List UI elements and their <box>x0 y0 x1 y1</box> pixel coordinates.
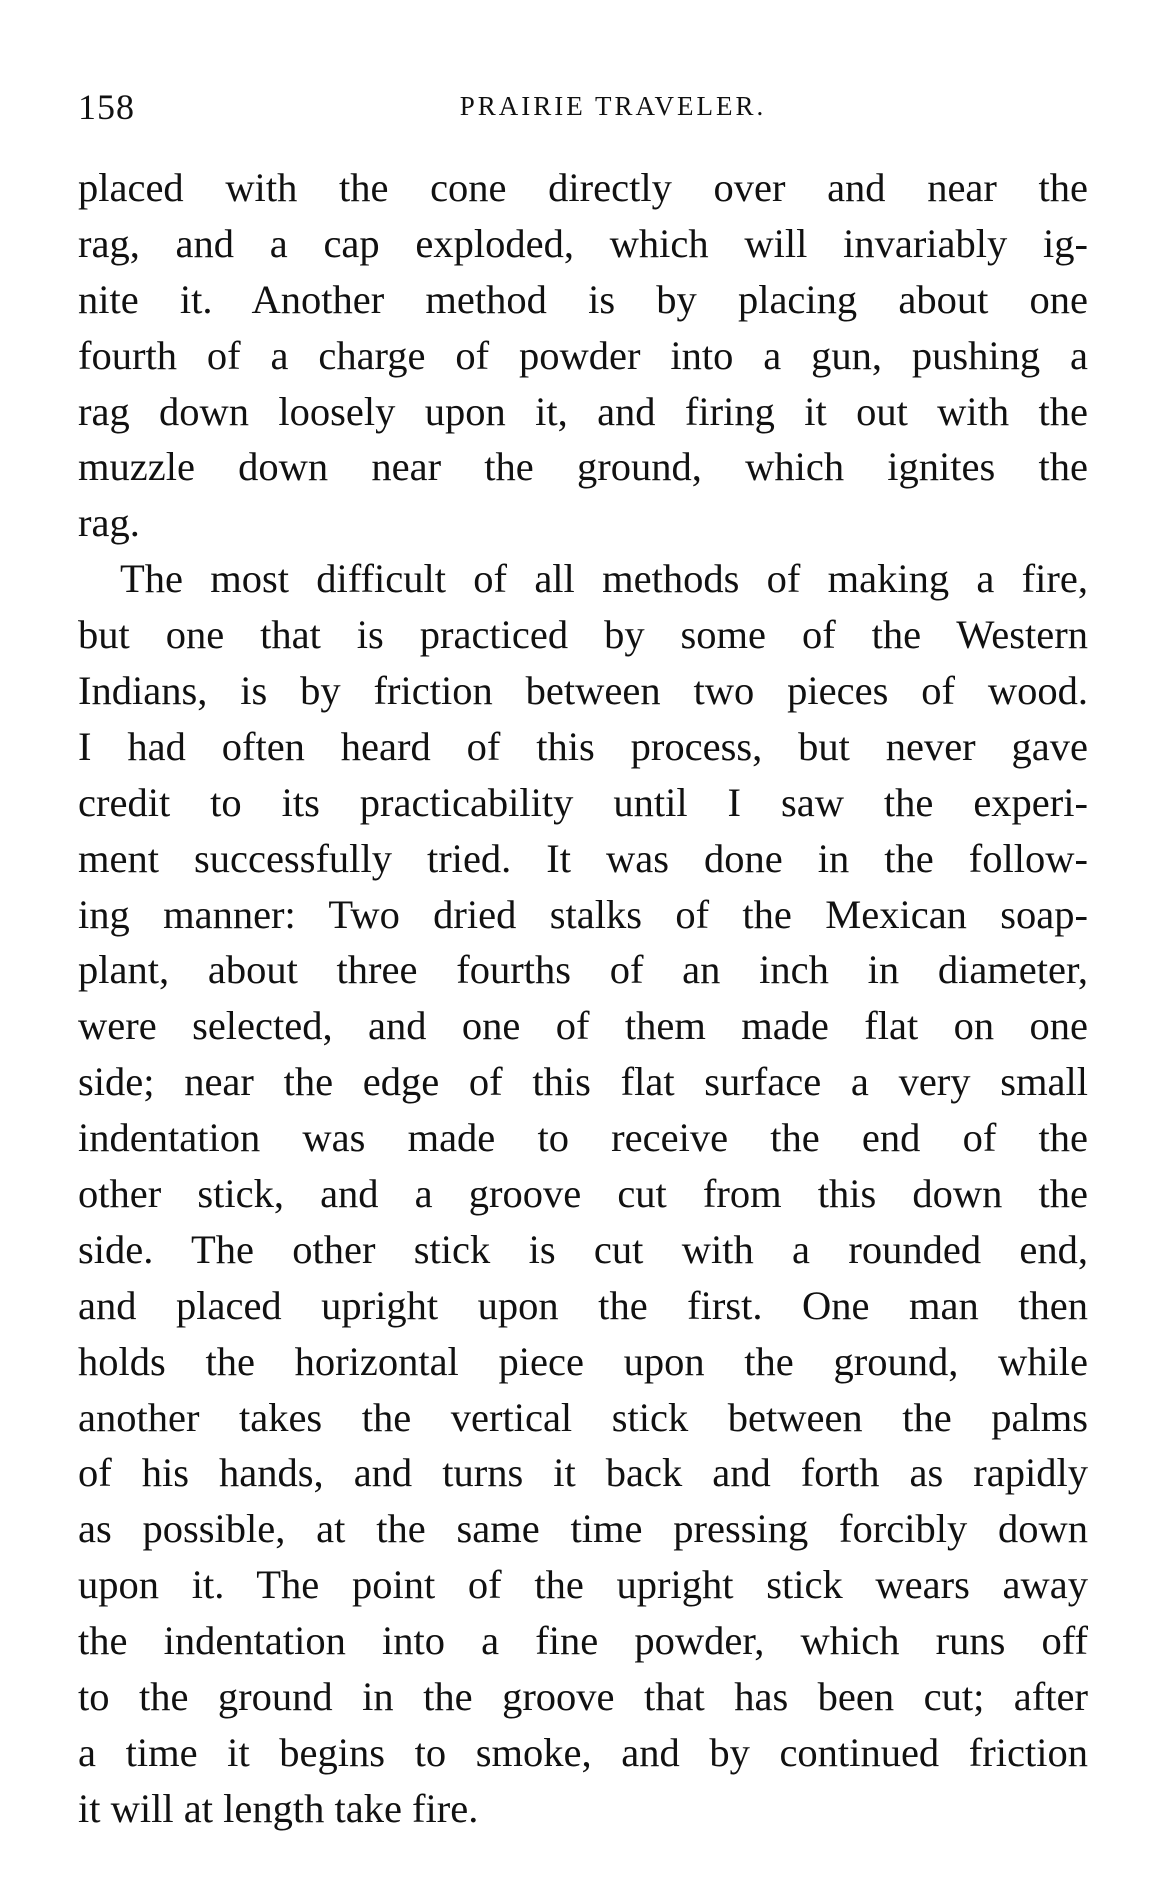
text-line: other stick, and a groove cut from this down the <box>78 1171 1088 1217</box>
text-line: rag down loosely upon it, and firing it out with the <box>78 388 1088 434</box>
running-title: PRAIRIE TRAVELER. <box>459 91 767 121</box>
text-line: side. The other stick is cut with a rounded end, <box>78 1226 1088 1272</box>
paragraph-2 <box>78 551 1088 1836</box>
text-line: it will at length take fire. <box>78 1785 479 1831</box>
text-line: credit to its practicability until I saw the experi- <box>78 779 1088 825</box>
text-line: to the ground in the groove that has been cut; after <box>78 1674 1088 1720</box>
running-head <box>78 86 1088 136</box>
text-line: the indentation into a fine powder, which runs off <box>78 1618 1088 1664</box>
text-line: placed with the cone directly over and near the <box>78 165 1088 210</box>
text-line: but one that is practiced by some of the Western <box>78 612 1088 658</box>
text-line: nite it. Another method is by placing about one <box>78 276 1088 322</box>
text-line: were selected, and one of them made flat on one <box>78 1003 1088 1049</box>
paragraph-1 <box>78 160 1088 551</box>
text-line: ing manner: Two dried stalks of the Mexican soap- <box>78 891 1088 937</box>
text-line: fourth of a charge of powder into a gun, pushing a <box>78 332 1088 378</box>
text-line: The most difficult of all methods of making a fire, <box>120 556 1088 602</box>
text-line: plant, about three fourths of an inch in diameter, <box>78 947 1088 993</box>
text-line: holds the horizontal piece upon the ground, while <box>78 1338 1088 1384</box>
page-number: 158 <box>78 87 135 127</box>
text-line: I had often heard of this process, but never gave <box>78 723 1088 769</box>
text-line: rag, and a cap exploded, which will invariably ig- <box>78 220 1088 266</box>
text-line: as possible, at the same time pressing forcibly down <box>78 1506 1088 1552</box>
text-line: and placed upright upon the first. One man then <box>78 1282 1088 1328</box>
text-line: rag. <box>78 500 140 546</box>
text-line: Indians, is by friction between two pieces of wood. <box>78 668 1088 714</box>
text-line: ment successfully tried. It was done in the follow- <box>78 835 1088 881</box>
text-line: muzzle down near the ground, which ignites the <box>78 444 1088 490</box>
text-line: upon it. The point of the upright stick wears away <box>78 1562 1088 1608</box>
text-line: indentation was made to receive the end of the <box>78 1115 1088 1161</box>
text-line: another takes the vertical stick between the palms <box>78 1394 1088 1440</box>
text-line: side; near the edge of this flat surface a very small <box>78 1059 1088 1105</box>
text-line: of his hands, and turns it back and forth as rapidly <box>78 1450 1088 1496</box>
body-text <box>78 160 1088 1837</box>
text-line: a time it begins to smoke, and by continued friction <box>78 1729 1088 1775</box>
